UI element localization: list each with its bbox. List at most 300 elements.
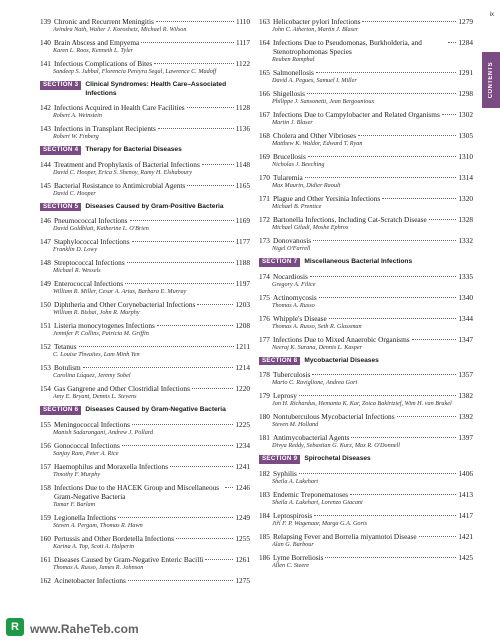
chapter-number: 180 xyxy=(259,412,270,421)
chapter-title-wrap xyxy=(273,194,473,203)
toc-entry[interactable] xyxy=(259,68,473,85)
page-ref: 1298 xyxy=(458,89,473,98)
page-ref: 1211 xyxy=(235,342,250,351)
watermark xyxy=(0,614,380,640)
chapter-number: 159 xyxy=(40,512,51,522)
chapter-title: Nocardiosis xyxy=(272,271,308,281)
chapter-title: Listeria monocytogenes Infections xyxy=(53,321,155,330)
chapter-number: 169 xyxy=(259,152,270,161)
dot-leader xyxy=(312,374,456,375)
dot-leader xyxy=(132,241,234,242)
toc-entry[interactable] xyxy=(40,103,250,120)
dot-leader xyxy=(412,339,457,340)
section-title: Diseases Caused by Gram-Negative Bacteria xyxy=(85,406,226,413)
chapter-authors: Martin J. Blaser xyxy=(272,119,313,126)
chapter-title: Brucellosis xyxy=(272,152,306,161)
dot-leader xyxy=(305,177,457,178)
toc-entry[interactable] xyxy=(259,236,473,253)
dot-leader xyxy=(314,515,456,516)
chapter-authors: Jan H. Richardus, Hemanta K. Kar, Zoica Bakirtzief, Wim H. van Brakel xyxy=(272,400,452,407)
toc-entry[interactable] xyxy=(40,342,250,359)
toc-entry-line xyxy=(259,38,473,56)
page-ref: 1246 xyxy=(235,482,250,492)
toc-entry[interactable] xyxy=(40,237,250,254)
page-ref: 1397 xyxy=(458,433,473,442)
chapter-number: 161 xyxy=(40,554,51,564)
toc-entry-line xyxy=(259,152,473,161)
side-tab-label: CONTENTS xyxy=(488,61,494,99)
toc-entry[interactable] xyxy=(259,89,473,106)
toc-entry[interactable] xyxy=(40,513,250,530)
page-ref: 1284 xyxy=(458,38,473,47)
dot-leader xyxy=(122,445,234,446)
chapter-title-wrap xyxy=(273,433,473,442)
toc-entry[interactable] xyxy=(259,272,473,289)
chapter-title: Nontuberculous Mycobacterial Infections xyxy=(272,412,395,421)
toc-entry[interactable] xyxy=(259,490,473,507)
page-ref: 1110 xyxy=(235,17,250,26)
chapter-number: 142 xyxy=(40,103,51,112)
toc-entry[interactable] xyxy=(259,131,473,148)
chapter-title-wrap xyxy=(54,216,250,225)
page-ref: 1328 xyxy=(458,215,473,224)
page-ref: 1382 xyxy=(458,391,473,400)
toc-entry[interactable] xyxy=(40,534,250,551)
chapter-title: Staphylococcal Infections xyxy=(53,237,130,246)
dot-leader xyxy=(156,21,234,22)
toc-entry-line xyxy=(259,314,473,323)
dot-leader xyxy=(429,219,457,220)
chapter-title-wrap xyxy=(54,441,250,450)
toc-entry[interactable] xyxy=(259,314,473,331)
chapter-authors: Allen C. Steere xyxy=(272,561,310,569)
chapter-number: 160 xyxy=(40,533,51,543)
chapter-number: 139 xyxy=(40,17,51,26)
chapter-number: 167 xyxy=(259,110,270,119)
toc-entry[interactable] xyxy=(259,433,473,450)
dot-leader xyxy=(170,466,233,467)
page-ref: 1255 xyxy=(235,533,250,543)
chapter-title: Infections Due to the HACEK Group and Miscellaneous Gram-Negative Bacteria xyxy=(53,482,220,501)
chapter-authors: Michael R. Wessels xyxy=(53,267,101,274)
chapter-number: 157 xyxy=(40,461,51,471)
dot-leader xyxy=(154,63,233,64)
toc-entry[interactable] xyxy=(259,215,473,232)
chapter-title-wrap xyxy=(273,236,473,245)
toc-entry-line xyxy=(40,181,250,190)
chapter-authors: Reuben Ramphal xyxy=(272,56,315,63)
chapter-authors: Timothy F. Murphy xyxy=(53,470,101,478)
chapter-title: Legionella Infections xyxy=(53,512,117,522)
chapter-title: Helicobacter pylori Infections xyxy=(272,17,361,26)
toc-entry[interactable] xyxy=(259,17,473,34)
toc-entry[interactable] xyxy=(40,300,250,317)
chapter-authors: David C. Hooper, Erica S. Shenoy, Ramy H. Elshaboury xyxy=(53,168,193,176)
toc-entry-line xyxy=(259,110,473,119)
chapter-title: Meningococcal Infections xyxy=(53,419,130,429)
section-header xyxy=(259,455,473,464)
chapter-authors: Michael Giladi, Moshe Ephros xyxy=(272,224,349,231)
chapter-number: 181 xyxy=(259,433,270,442)
chapter-authors: Nicholas J. Beeching xyxy=(272,161,325,168)
section-label: SECTION 7 xyxy=(259,258,300,267)
toc-entry-line xyxy=(40,513,250,522)
chapter-authors: Steven M. Holland xyxy=(272,421,319,428)
chapter-title-wrap xyxy=(54,483,250,501)
toc-entry[interactable] xyxy=(40,576,250,585)
chapter-authors: Jiří F. P. Wagenaar, Marga G.A. Goris xyxy=(272,519,368,527)
chapter-authors: Amy E. Bryant, Dennis L. Stevens xyxy=(53,393,137,400)
chapter-number: 150 xyxy=(40,300,51,309)
toc-entry[interactable] xyxy=(259,370,473,387)
chapter-authors: Thomas A. Russo, Seth R. Glassman xyxy=(272,322,362,330)
toc-entry[interactable] xyxy=(40,384,250,401)
toc-entry-line xyxy=(259,236,473,245)
page-ref: 1340 xyxy=(458,292,473,302)
page-ref: 1241 xyxy=(235,461,250,471)
toc-entry[interactable] xyxy=(40,279,250,296)
dot-leader xyxy=(128,580,234,581)
page-ref: 1203 xyxy=(235,300,250,309)
chapter-number: 163 xyxy=(259,17,270,26)
chapter-title: Lyme Borreliosis xyxy=(272,552,324,562)
section-title: Diseases Caused by Gram-Positive Bacteria xyxy=(85,202,224,210)
chapter-title-wrap xyxy=(54,555,250,564)
page-ref: 1302 xyxy=(458,110,473,119)
page-ref: 1169 xyxy=(235,216,250,225)
chapter-number: 184 xyxy=(259,510,270,520)
page-ref: 1249 xyxy=(235,512,250,522)
chapter-title-wrap xyxy=(273,490,473,499)
chapter-number: 174 xyxy=(259,271,270,281)
toc-entry[interactable] xyxy=(40,483,250,509)
toc-entry[interactable] xyxy=(259,293,473,310)
chapter-authors: John C. Atherton, Martin J. Blaser xyxy=(272,26,359,33)
toc-entry[interactable] xyxy=(40,420,250,437)
chapter-title-wrap xyxy=(273,152,473,161)
toc-entry[interactable] xyxy=(259,335,473,352)
toc-entry-line xyxy=(259,293,473,302)
toc-entry-line xyxy=(40,441,250,450)
chapter-authors: Michael B. Prentice xyxy=(272,203,322,210)
toc-entry-line xyxy=(40,576,250,585)
toc-entry[interactable] xyxy=(40,17,250,34)
chapter-authors: Tamar F. Barlam xyxy=(53,500,96,508)
page-ref: 1234 xyxy=(235,440,250,450)
chapter-authors: Divya Reddy, Sebastian G. Kurz, Max R. O'Donnell xyxy=(272,442,400,449)
chapter-authors: Mario C. Raviglione, Andrea Gori xyxy=(272,379,358,386)
dot-leader xyxy=(187,185,233,186)
chapter-title: Pertussis and Other Bordetella Infections xyxy=(53,533,174,543)
chapter-title-wrap xyxy=(273,17,473,26)
toc-entry-line xyxy=(40,216,250,225)
page-ref: 1197 xyxy=(235,279,250,288)
page-number: ix xyxy=(489,12,494,18)
chapter-title-wrap xyxy=(273,370,473,379)
section-label: SECTION 3 xyxy=(40,81,81,90)
dot-leader xyxy=(316,72,457,73)
chapter-number: 153 xyxy=(40,363,51,372)
dot-leader xyxy=(442,114,457,115)
toc-entry-line xyxy=(40,258,250,267)
chapter-title: Bartonella Infections, Including Cat-Scratch Disease xyxy=(272,215,427,224)
page-ref: 1214 xyxy=(235,363,250,372)
toc-entry-line xyxy=(40,384,250,393)
chapter-title: Streptococcal Infections xyxy=(53,258,125,267)
chapter-title-wrap xyxy=(54,160,250,169)
toc-entry[interactable] xyxy=(40,59,250,76)
toc-entry[interactable] xyxy=(259,532,473,549)
chapter-number: 162 xyxy=(40,575,51,585)
toc-entry-line xyxy=(40,363,250,372)
chapter-number: 185 xyxy=(259,531,270,541)
chapter-title-wrap xyxy=(54,103,250,112)
dot-leader xyxy=(308,156,457,157)
toc-entry-line xyxy=(259,490,473,499)
chapter-authors: Karina A. Top, Scott A. Halperin xyxy=(53,542,135,550)
chapter-authors: Nigel O'Farrell xyxy=(272,245,311,252)
section-title: Clinical Syndromes: Health Care–Associated Infections xyxy=(85,81,227,97)
dot-leader xyxy=(187,107,234,108)
chapter-authors: David C. Hooper xyxy=(53,189,96,197)
toc-entry-line xyxy=(40,38,250,47)
dot-leader xyxy=(397,416,457,417)
dot-leader xyxy=(307,93,456,94)
chapter-authors: Manish Sadarangani, Andrew J. Pollard xyxy=(53,428,154,436)
toc-entry[interactable] xyxy=(40,363,250,380)
toc-entry[interactable] xyxy=(40,462,250,479)
chapter-title-wrap xyxy=(273,68,473,77)
section-header xyxy=(40,81,250,98)
chapter-number: 146 xyxy=(40,216,51,225)
toc-entry[interactable] xyxy=(259,194,473,211)
chapter-title: Infections Due to Campylobacter and Related Organisms xyxy=(272,110,440,119)
toc-entry[interactable] xyxy=(40,160,250,177)
chapter-authors: Sandeep S. Jubbal, Florencia Pereyra Segal, Lawrence C. Madoff xyxy=(53,68,217,75)
toc-entry-line xyxy=(259,131,473,140)
toc-entry[interactable] xyxy=(259,173,473,190)
chapter-title: Diphtheria and Other Corynebacterial Infections xyxy=(53,300,196,309)
section-title: Therapy for Bacterial Diseases xyxy=(85,146,182,153)
chapter-title: Haemophilus and Moraxella Infections xyxy=(53,461,169,471)
toc-entry-line xyxy=(40,300,250,309)
page-ref: 1165 xyxy=(235,180,250,190)
toc-entry[interactable] xyxy=(40,216,250,233)
chapter-number: 172 xyxy=(259,215,270,224)
chapter-title: Chronic and Recurrent Meningitis xyxy=(53,17,154,26)
toc-entry-line xyxy=(259,553,473,562)
toc-entry-line xyxy=(40,483,250,501)
page-ref: 1417 xyxy=(458,510,473,520)
chapter-number: 143 xyxy=(40,124,51,133)
toc-entry[interactable] xyxy=(259,511,473,528)
section-header xyxy=(259,258,473,267)
page-ref: 1275 xyxy=(235,575,250,585)
chapter-title-wrap xyxy=(273,173,473,182)
chapter-authors: David Goldblatt, Katherine L. O'Brien xyxy=(53,225,149,232)
chapter-title: Tularemia xyxy=(272,173,303,182)
chapter-title-wrap xyxy=(54,534,250,543)
chapter-title: Endemic Treponematoses xyxy=(272,489,349,499)
chapter-number: 168 xyxy=(259,131,270,140)
chapter-number: 140 xyxy=(40,38,51,47)
chapter-title-wrap xyxy=(54,124,250,133)
toc-entry[interactable] xyxy=(40,124,250,141)
chapter-number: 179 xyxy=(259,391,270,400)
chapter-authors: Thomas A. Russo xyxy=(272,301,315,309)
dot-leader xyxy=(176,538,233,539)
dot-leader xyxy=(225,487,233,488)
toc-entry[interactable] xyxy=(259,391,473,408)
toc-entry-line xyxy=(259,335,473,344)
chapter-title-wrap xyxy=(273,314,473,323)
section-title: Spirochetal Diseases xyxy=(304,455,371,462)
dot-leader xyxy=(362,21,456,22)
chapter-title: Actinomycosis xyxy=(272,292,317,302)
chapter-title: Infections Due to Mixed Anaerobic Organisms xyxy=(272,334,410,344)
toc-entry[interactable] xyxy=(40,321,250,338)
page-ref: 1392 xyxy=(458,412,473,421)
dot-leader xyxy=(202,164,234,165)
section-title: Miscellaneous Bacterial Infections xyxy=(304,258,413,265)
toc-entry-line xyxy=(40,321,250,330)
dot-leader xyxy=(205,559,233,560)
page-ref: 1225 xyxy=(235,419,250,429)
chapter-number: 156 xyxy=(40,440,51,450)
chapter-number: 154 xyxy=(40,384,51,393)
chapter-title: Donovanosis xyxy=(272,236,312,245)
section-header xyxy=(40,203,250,212)
chapter-title-wrap xyxy=(54,513,250,522)
chapter-authors: William R. Bishai, John R. Murphy xyxy=(53,309,140,316)
chapter-authors: Max Maurin, Didier Raoult xyxy=(272,182,341,189)
page-ref: 1128 xyxy=(235,103,250,112)
toc-entry[interactable] xyxy=(40,555,250,572)
page-ref: 1344 xyxy=(458,313,473,323)
chapter-title-wrap xyxy=(54,576,250,585)
toc-entry-line xyxy=(259,511,473,520)
section-header xyxy=(40,146,250,155)
section-label: SECTION 6 xyxy=(40,406,81,415)
dot-leader xyxy=(350,494,456,495)
page-ref: 1261 xyxy=(235,554,250,564)
chapter-title-wrap xyxy=(54,59,250,68)
dot-leader xyxy=(130,220,234,221)
watermark-logo: R xyxy=(6,618,24,636)
toc-entry[interactable] xyxy=(40,181,250,198)
dot-leader xyxy=(127,262,234,263)
chapter-title-wrap xyxy=(273,469,473,478)
right-column xyxy=(259,17,473,574)
chapter-number: 144 xyxy=(40,159,51,169)
left-column xyxy=(40,17,250,589)
toc-entry-line xyxy=(259,194,473,203)
chapter-authors: David A. Pegues, Samuel I. Miller xyxy=(272,77,357,84)
toc-entry-line xyxy=(40,160,250,169)
toc-entry-line xyxy=(259,17,473,26)
chapter-title-wrap xyxy=(273,553,473,562)
chapter-number: 176 xyxy=(259,313,270,323)
chapter-number: 178 xyxy=(259,370,270,379)
chapter-title-wrap xyxy=(54,363,250,372)
chapter-number: 186 xyxy=(259,552,270,562)
toc-entry[interactable] xyxy=(40,38,250,55)
chapter-number: 166 xyxy=(259,89,270,98)
dot-leader xyxy=(329,318,457,319)
chapter-title: Botulism xyxy=(53,363,81,372)
toc-entry-line xyxy=(40,124,250,133)
chapter-number: 152 xyxy=(40,342,51,351)
chapter-authors: Sheila A. Lukehart xyxy=(272,477,319,485)
chapter-title: Infections Due to Pseudomonas, Burkholderia, and Stenotrophomonas Species xyxy=(272,38,422,56)
toc-entry-line xyxy=(40,59,250,68)
section-header xyxy=(259,357,473,366)
toc-entry[interactable] xyxy=(259,38,473,64)
page-ref: 1279 xyxy=(458,17,473,26)
toc-entry-line xyxy=(259,68,473,77)
chapter-title: Plague and Other Yersinia Infections xyxy=(272,194,381,203)
chapter-title-wrap xyxy=(54,237,250,246)
toc-entry-line xyxy=(259,89,473,98)
chapter-title: Tetanus xyxy=(53,342,77,351)
chapter-authors: Jennifer P. Collins, Patricia M. Griffin xyxy=(53,330,149,337)
toc-entry[interactable] xyxy=(259,412,473,429)
toc-entry[interactable] xyxy=(40,441,250,458)
chapter-number: 182 xyxy=(259,468,270,478)
chapter-number: 170 xyxy=(259,173,270,182)
toc-entry[interactable] xyxy=(259,152,473,169)
page-ref: 1220 xyxy=(235,384,250,393)
dot-leader xyxy=(83,367,234,368)
chapter-title-wrap xyxy=(54,17,250,26)
chapter-number: 183 xyxy=(259,489,270,499)
page-ref: 1406 xyxy=(458,468,473,478)
dot-leader xyxy=(79,346,234,347)
chapter-title: Bacterial Resistance to Antimicrobial Agents xyxy=(53,180,186,190)
page-ref: 1421 xyxy=(458,531,473,541)
dot-leader xyxy=(158,128,234,129)
toc-entry-line xyxy=(259,391,473,400)
section-label: SECTION 8 xyxy=(259,357,300,366)
chapter-number: 141 xyxy=(40,59,51,68)
chapter-number: 158 xyxy=(40,482,51,492)
chapter-number: 149 xyxy=(40,279,51,288)
dot-leader xyxy=(319,297,457,298)
toc-entry[interactable] xyxy=(40,258,250,275)
chapter-title-wrap xyxy=(54,38,250,47)
chapter-title-wrap xyxy=(54,300,250,309)
toc-entry[interactable] xyxy=(259,469,473,486)
chapter-title-wrap xyxy=(54,258,250,267)
section-label: SECTION 5 xyxy=(40,203,81,212)
chapter-title-wrap xyxy=(273,38,473,56)
chapter-title-wrap xyxy=(273,272,473,281)
toc-entry[interactable] xyxy=(259,553,473,570)
toc-entry-line xyxy=(259,370,473,379)
toc-entry-line xyxy=(259,173,473,182)
dot-leader xyxy=(118,517,233,518)
chapter-title-wrap xyxy=(54,342,250,351)
chapter-title: Gas Gangrene and Other Clostridial Infections xyxy=(53,384,190,393)
page-ref: 1314 xyxy=(458,173,473,182)
page-ref: 1305 xyxy=(458,131,473,140)
toc-entry[interactable] xyxy=(259,110,473,127)
chapter-title: Tuberculosis xyxy=(272,370,311,379)
chapter-title-wrap xyxy=(273,89,473,98)
chapter-number: 151 xyxy=(40,321,51,330)
chapter-authors: Robert A. Weinstein xyxy=(53,112,102,119)
contents-side-tab xyxy=(482,52,500,108)
